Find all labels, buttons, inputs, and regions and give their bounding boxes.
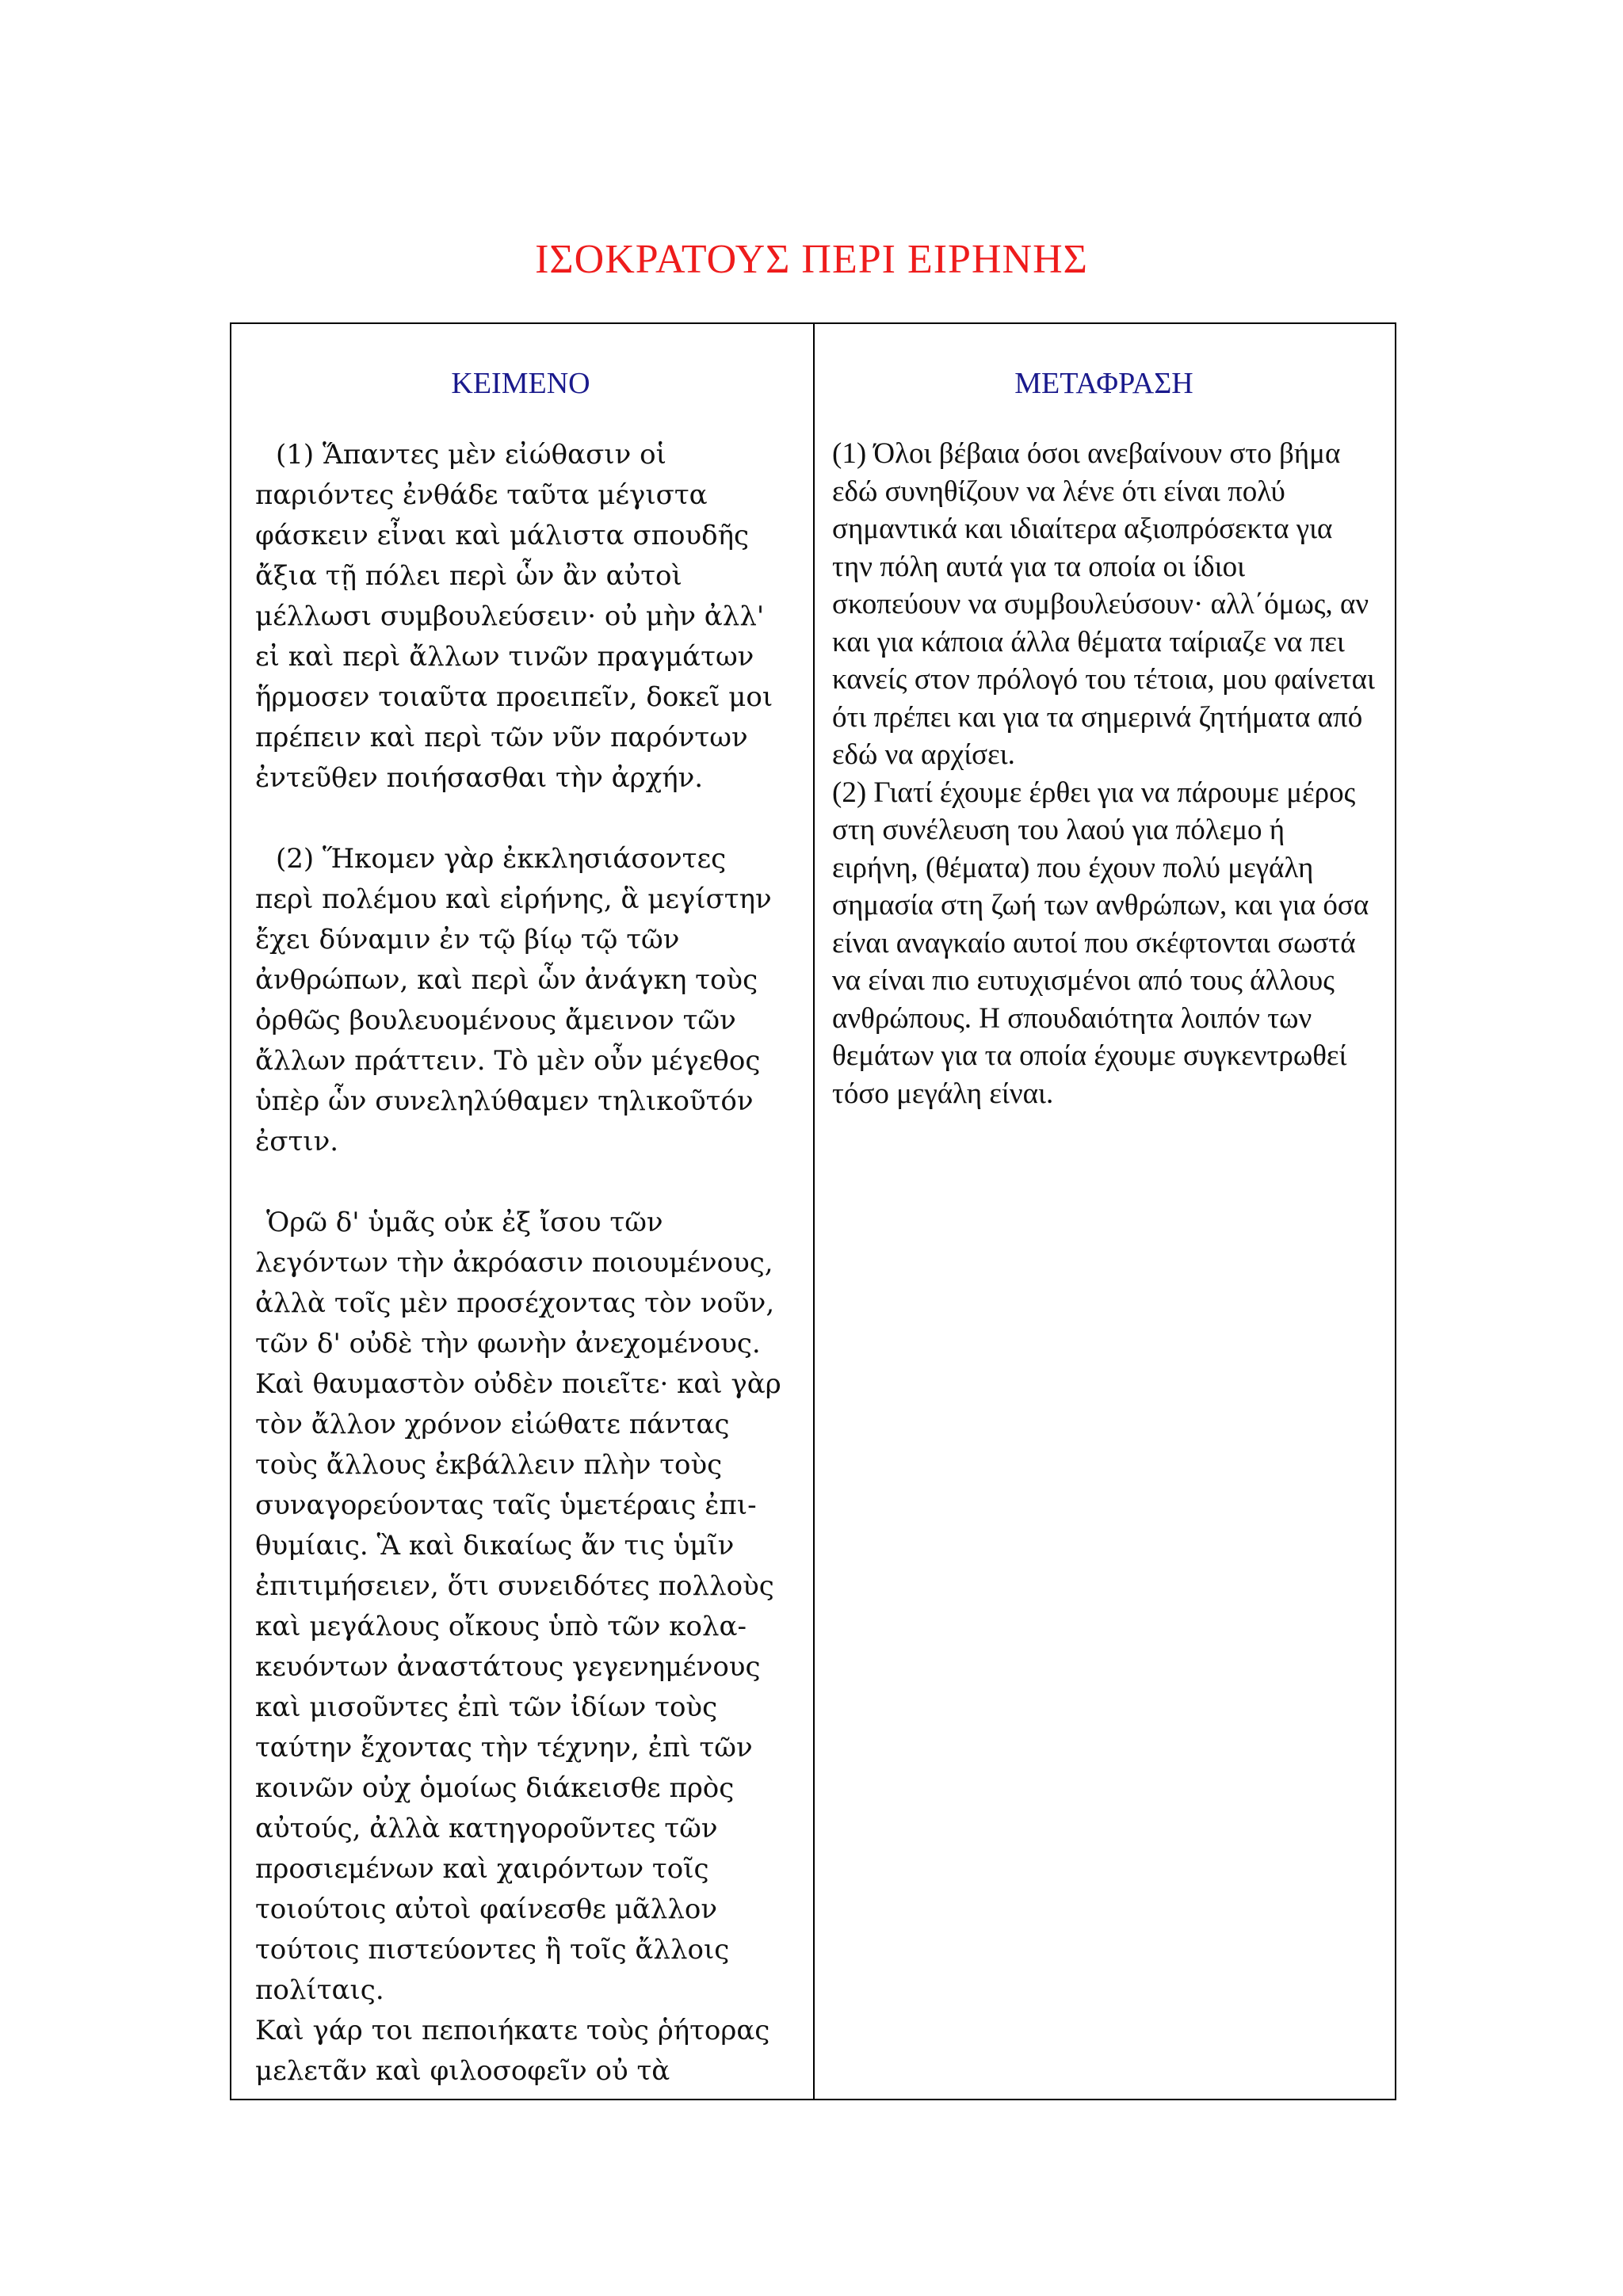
original-text-header: ΚΕΙΜΕΝΟ [451, 367, 590, 400]
translation-header: ΜΕΤΑΦΡΑΣΗ [1014, 367, 1193, 400]
translation-paragraph-2: (2) Γιατί έχουμε έρθει για να πάρουμε μέρος στη συνέλευση του λαού για πόλεμο ή ειρήνη, (θέματα) που έχουν πολύ μεγάλη σημασία στη ζωή των ανθρώπων, και για όσα είναι αναγκαίο αυτοί που σκέφτονται σωστά να είναι πιο ευτυχισμένοι από τους άλλους ανθρώπους. Η σπουδαιότητα λοιπόν των θεμάτων για τα οποία έχουμε συγκεντρωθεί τόσο μεγάλη είναι. [832, 776, 1369, 1110]
original-paragraph-2: (2) Ἥκομεν γὰρ ἐκκλησιάσοντες περὶ πολέμου καὶ εἰρήνης, ἃ μεγίστην ἔχει δύναμιν ἐν τῷ βίῳ τῷ τῶν ἀνθρώπων, καὶ περὶ ὧν ἀνάγκη τοὺς ὀρθῶς βουλευομένους ἄμεινον τῶν ἄλλων πράττειν. Τὸ μὲν οὖν μέγεθος ὑπὲρ ὧν συνεληλύθαμεν τηλικοῦτόν ἐστιν. [255, 843, 772, 1158]
original-text-column [231, 324, 815, 2099]
text-translation-table [230, 322, 1396, 2100]
translation-paragraph-1: (1) Όλοι βέβαια όσοι ανεβαίνουν στο βήμα εδώ συνηθίζουν να λένε ότι είναι πολύ σημαντικά και ιδιαίτερα αξιοπρόσεκτα για την πόλη αυτά για τα οποία οι ίδιοι σκοπεύουν να συμβουλεύσουν· αλλ΄όμως, αν και για κάποια άλλα θέματα ταίριαζε να πει κανείς στον πρόλογό του τέτοια, μου φαίνεται ότι πρέπει και για τα σημερινά ζητήματα από εδώ να αρχίσει. [832, 437, 1375, 771]
original-paragraph-3: Ὁρῶ δ' ὑμᾶς οὐκ ἐξ ἴσου τῶν λεγόντων τὴν ἀκρόασιν ποιουμένους, ἀλλὰ τοῖς μὲν προσέχοντας τὸν νοῦν, τῶν δ' οὐδὲ τὴν φωνὴν ἀνεχομένους. Καὶ θαυμαστὸν οὐδὲν ποιεῖτε· καὶ γὰρ τὸν ἄλλον χρόνον εἰώθατε πάντας τοὺς ἄλλους ἐκβάλλειν πλὴν τοὺς συναγορεύοντας ταῖς ὑμετέραις ἐπι-θυμίαις. Ἃ καὶ δικαίως ἄν τις ὑμῖν ἐπιτιμήσειεν, ὅτι συνειδότες πολλοὺς καὶ μεγάλους οἴκους ὑπὸ τῶν κολα-κευόντων ἀναστάτους γεγενημένους καὶ μισοῦντες ἐπὶ τῶν ἰδίων τοὺς ταύτην ἔχοντας τὴν τέχνην, ἐπὶ τῶν κοινῶν οὐχ ὁμοίως διάκεισθε πρὸς αὐτούς, ἀλλὰ κατηγοροῦντες τῶν προσιεμένων καὶ χαιρόντων τοῖς τοιούτοις αὐτοὶ φαίνεσθε μᾶλλον τούτοις πιστεύοντες ἢ τοῖς ἄλλοις πολίταις. [255, 1207, 781, 2006]
original-paragraph-1: (1) Ἅπαντες μὲν εἰώθασιν οἱ παριόντες ἐνθάδε ταῦτα μέγιστα φάσκειν εἶναι καὶ μάλιστα σπουδῆς ἄξια τῇ πόλει περὶ ὧν ἂν αὐτοὶ μέλλωσι συμβουλεύσειν· οὐ μὴν ἀλλ' εἰ καὶ περὶ ἄλλων τινῶν πραγμάτων ἥρμοσεν τοιαῦτα προειπεῖν, δοκεῖ μοι πρέπειν καὶ περὶ τῶν νῦν παρόντων ἐντεῦθεν ποιήσασθαι τὴν ἀρχήν. [255, 439, 773, 794]
original-paragraph-4: Καὶ γάρ τοι πεποιήκατε τοὺς ῥήτορας μελετᾶν καὶ φιλοσοφεῖν οὐ τὰ [255, 2015, 770, 2087]
page-title: ΙΣΟΚΡΑΤΟΥΣ ΠΕΡΙ ΕΙΡΗΝΗΣ [535, 237, 1088, 282]
translation-column [815, 324, 1395, 2099]
